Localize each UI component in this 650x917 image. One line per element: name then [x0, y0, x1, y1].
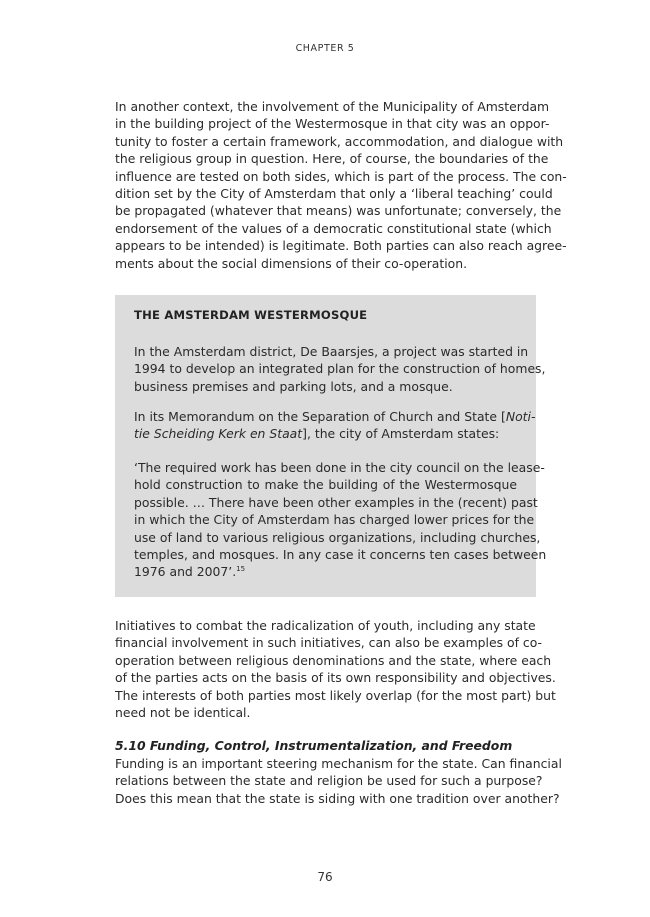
box-paragraph: [134, 343, 546, 395]
text-line: [134, 563, 517, 580]
funding-paragraph: [115, 755, 562, 807]
text-line: Initiatives to combat the radicalization of youth, including any state: [115, 618, 536, 633]
text-line: in the building project of the Westermosque in that city was an oppor-: [115, 116, 550, 132]
box-quote: [134, 459, 547, 581]
text-line: [134, 408, 536, 425]
text-line: 1994 to develop an integrated plan for the construction of homes,: [134, 361, 546, 377]
text-line: business premises and parking lots, and a mosque.: [134, 378, 453, 394]
text-line: In another context, the involvement of the Municipality of Amsterdam: [115, 99, 550, 114]
text-line: tunity to foster a certain framework, accommodation, and dialogue with: [115, 133, 564, 149]
text-line: financial involvement in such initiatives, can also be examples of co-: [115, 635, 542, 651]
text-line: appears to be intended) is legitimate. Both parties can also reach agree-: [115, 238, 567, 254]
text-line: use of land to various religious organizations, including churches,: [134, 529, 541, 545]
text-run: In its Memorandum on the Separation of Church and State [: [134, 409, 506, 424]
box-title: THE AMSTERDAM WESTERMOSQUE: [134, 308, 368, 322]
text-line: need not be identical.: [115, 705, 251, 721]
footnote-ref[interactable]: 15: [236, 565, 246, 574]
text-line: temples, and mosques. In any case it concerns ten cases between: [134, 547, 547, 563]
text-line: in which the City of Amsterdam has charged lower prices for the: [134, 512, 535, 528]
text-line: Funding is an important steering mechanism for the state. Can financial: [115, 756, 562, 771]
page-number: 76: [317, 870, 333, 884]
intro-paragraph: [115, 98, 567, 272]
text-line: possible. … There have been other examples in the (recent) past: [134, 494, 538, 510]
text-line: ments about the social dimensions of their co-operation.: [115, 255, 468, 271]
text-run: 1976 and 2007’.: [134, 564, 237, 580]
text-line: dition set by the City of Amsterdam that only a ‘liberal teaching’ could: [115, 186, 553, 202]
text-line: influence are tested on both sides, which is part of the process. The con-: [115, 168, 567, 184]
text-line: of the parties acts on the basis of its own responsibility and objectives.: [115, 670, 556, 686]
text-line: relations between the state and religion be used for such a purpose?: [115, 773, 543, 789]
case-study-box: [115, 295, 547, 597]
text-run: ], the city of Amsterdam states:: [302, 426, 500, 442]
text-line: hold construction to make the building of the Westermosque: [134, 477, 517, 493]
running-head: CHAPTER 5: [295, 43, 355, 54]
section-heading: 5.10 Funding, Control, Instrumentalization, and Freedom: [115, 738, 513, 753]
text-line: the religious group in question. Here, of course, the boundaries of the: [115, 151, 549, 167]
box-paragraph: [134, 408, 536, 443]
italic-run: Noti-: [505, 409, 536, 424]
initiatives-paragraph: [115, 617, 556, 721]
text-line: [134, 425, 517, 442]
text-line: Does this mean that the state is siding with one tradition over another?: [115, 790, 560, 806]
italic-run: tie Scheiding Kerk en Staat: [134, 426, 303, 442]
text-line: The interests of both parties most likely overlap (for the most part) but: [115, 687, 556, 703]
text-line: endorsement of the values of a democratic constitutional state (which: [115, 220, 552, 236]
text-line: be propagated (whatever that means) was unfortunate; conversely, the: [115, 203, 562, 219]
text-line: ‘The required work has been done in the city council on the lease-: [134, 460, 545, 475]
text-line: operation between religious denominations and the state, where each: [115, 652, 552, 668]
text-line: In the Amsterdam district, De Baarsjes, a project was started in: [134, 344, 529, 359]
